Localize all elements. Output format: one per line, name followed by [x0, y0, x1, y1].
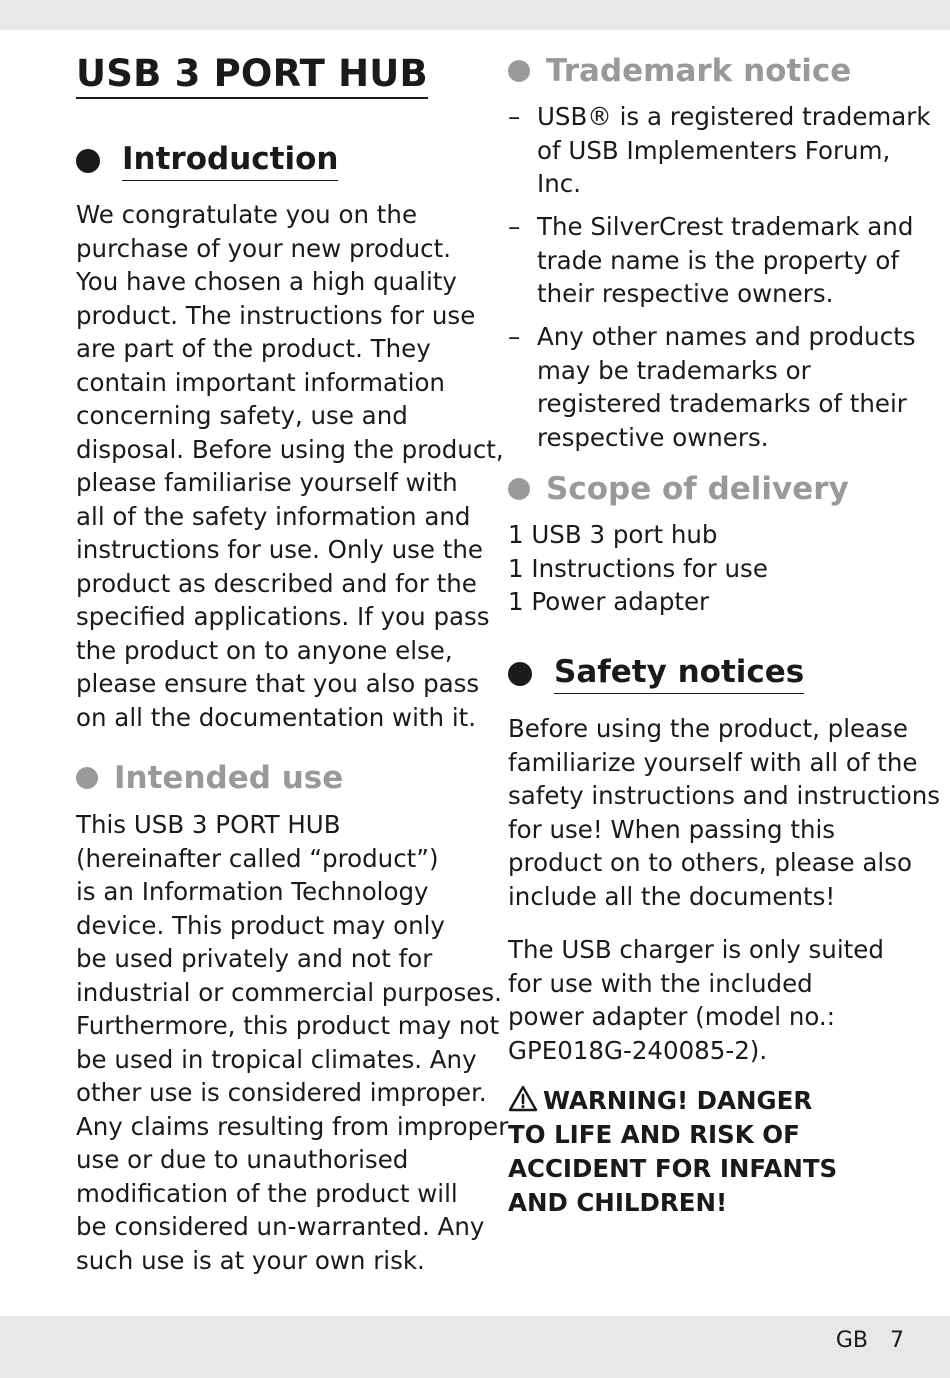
- warning-line: AND CHILDREN!: [508, 1188, 728, 1217]
- text-line: The USB charger is only suited: [508, 935, 884, 964]
- text-line: Furthermore, this product may not: [76, 1011, 500, 1040]
- text-line: concerning safety, use and: [76, 401, 408, 430]
- safety-heading-text: Safety notices: [554, 654, 804, 694]
- text-line: other use is considered improper.: [76, 1078, 487, 1107]
- intended-use-paragraph: [76, 808, 508, 1277]
- text-line: their respective owners.: [537, 279, 834, 308]
- list-item: [508, 100, 931, 201]
- text-line: disposal. Before using the product,: [76, 434, 504, 464]
- text-line: GPE018G-240085-2).: [508, 1035, 768, 1065]
- text-line: trade name is the property of: [537, 245, 900, 275]
- list-item: 1 USB 3 port hub: [508, 520, 718, 549]
- text-line: on all the documentation with it.: [76, 702, 477, 732]
- scope-heading: [508, 471, 849, 507]
- text-line: Any claims resulting from improper: [76, 1111, 509, 1141]
- bullet-icon: [508, 60, 530, 82]
- text-line: of USB Implementers Forum,: [537, 135, 891, 165]
- text-line: Inc.: [537, 169, 582, 198]
- document-title: USB 3 PORT HUB: [76, 52, 428, 99]
- text-line: Before using the product, please: [508, 714, 908, 743]
- text-line: USB® is a registered trademark: [537, 102, 931, 131]
- safety-paragraph-2: [508, 933, 884, 1067]
- text-line: instructions for use. Only use the: [76, 535, 483, 564]
- text-line: please familiarise yourself with: [76, 468, 458, 497]
- dash-marker: –: [508, 212, 521, 241]
- warning-block: [508, 1084, 837, 1220]
- text-line: power adapter (model no.:: [508, 1002, 835, 1031]
- introduction-heading-text: Introduction: [122, 141, 338, 181]
- language-code: GB: [835, 1328, 868, 1353]
- text-line: (hereinafter called “product”): [76, 843, 439, 873]
- bullet-icon: [508, 478, 530, 500]
- intended-use-heading: [76, 760, 343, 796]
- text-line: modification of the product will: [76, 1178, 458, 1208]
- text-line: such use is at your own risk.: [76, 1245, 425, 1275]
- dash-marker: –: [508, 102, 521, 131]
- text-line: We congratulate you on the: [76, 200, 418, 229]
- text-line: Any other names and products: [537, 322, 916, 351]
- text-line: for use! When passing this: [508, 814, 836, 844]
- warning-line: ACCIDENT FOR INFANTS: [508, 1154, 838, 1183]
- list-item: 1 Instructions for use: [508, 553, 768, 583]
- text-line: include all the documents!: [508, 881, 836, 911]
- text-line: registered trademarks of their: [537, 389, 907, 418]
- top-band: [0, 0, 950, 30]
- text-line: The SilverCrest trademark and: [537, 212, 914, 241]
- text-line: device. This product may only: [76, 910, 445, 940]
- text-line: product. The instructions for use: [76, 300, 476, 330]
- bottom-band: [0, 1316, 950, 1378]
- scope-heading-text: Scope of delivery: [546, 471, 849, 507]
- text-line: This USB 3 PORT HUB: [76, 810, 341, 839]
- safety-heading: [508, 654, 804, 694]
- bullet-icon: [76, 767, 98, 789]
- text-line: specified applications. If you pass: [76, 602, 490, 631]
- list-item: [508, 210, 914, 311]
- page-number: 7: [890, 1328, 904, 1353]
- introduction-heading: [76, 141, 338, 181]
- text-line: may be trademarks or: [537, 355, 811, 385]
- warning-line: TO LIFE AND RISK OF: [508, 1120, 800, 1149]
- text-line: be used in tropical climates. Any: [76, 1044, 477, 1074]
- list-item: 1 Power adapter: [508, 587, 710, 616]
- text-line: safety instructions and instructions: [508, 781, 940, 810]
- text-line: purchase of your new product.: [76, 233, 451, 263]
- text-line: use or due to unauthorised: [76, 1145, 409, 1174]
- text-line: familiarize yourself with all of the: [508, 747, 918, 777]
- text-line: product on to others, please also: [508, 848, 912, 877]
- text-line: industrial or commercial purposes.: [76, 977, 502, 1007]
- introduction-paragraph: [76, 198, 504, 734]
- text-line: are part of the product. They: [76, 334, 431, 363]
- list-item: [508, 320, 916, 454]
- text-line: please ensure that you also pass: [76, 669, 480, 698]
- text-line: all of the safety information and: [76, 501, 471, 531]
- trademark-heading-text: Trademark notice: [546, 53, 852, 89]
- trademark-heading: [508, 53, 851, 89]
- warning-line: WARNING! DANGER: [543, 1086, 813, 1115]
- text-line: respective owners.: [537, 422, 769, 452]
- text-line: is an Information Technology: [76, 877, 429, 906]
- text-line: contain important information: [76, 367, 445, 397]
- intended-use-heading-text: Intended use: [114, 760, 344, 796]
- text-line: the product on to anyone else,: [76, 635, 453, 665]
- text-line: You have chosen a high quality: [76, 267, 457, 296]
- text-line: be used privately and not for: [76, 944, 433, 973]
- dash-marker: –: [508, 322, 521, 351]
- bullet-icon: [76, 149, 100, 173]
- safety-paragraph-1: [508, 712, 940, 913]
- bullet-icon: [508, 662, 532, 686]
- text-line: product as described and for the: [76, 568, 477, 598]
- warning-triangle-icon: [508, 1085, 538, 1112]
- page-footer: [836, 1328, 904, 1353]
- scope-list: [508, 518, 768, 619]
- text-line: be considered un-warranted. Any: [76, 1212, 485, 1241]
- trademark-list: [508, 100, 931, 464]
- text-line: for use with the included: [508, 968, 813, 998]
